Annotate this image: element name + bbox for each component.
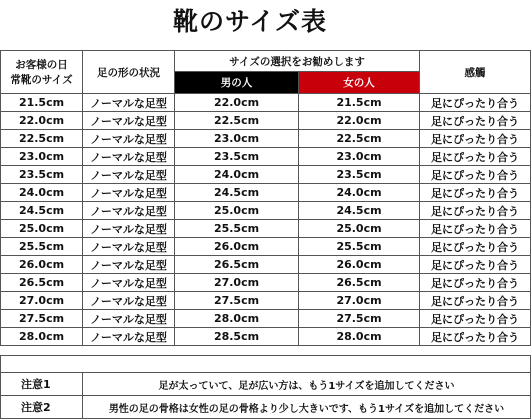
male-size-cell: 27.0cm bbox=[175, 274, 299, 292]
foot-shape-cell: ノーマルな足型 bbox=[83, 238, 175, 256]
usual-size-cell: 23.5cm bbox=[1, 166, 83, 184]
header-usual-size-line2: 常靴のサイズ bbox=[10, 74, 73, 86]
usual-size-cell: 26.5cm bbox=[1, 274, 83, 292]
female-size-cell: 23.0cm bbox=[299, 148, 420, 166]
male-size-cell: 27.5cm bbox=[175, 292, 299, 310]
table-row bbox=[1, 310, 531, 328]
female-size-cell: 25.0cm bbox=[299, 220, 420, 238]
feeling-cell: 足にぴったり合う bbox=[420, 148, 531, 166]
feeling-cell: 足にぴったり合う bbox=[420, 184, 531, 202]
table-row bbox=[1, 166, 531, 184]
female-size-cell: 28.0cm bbox=[299, 328, 420, 346]
usual-size-cell: 24.5cm bbox=[1, 202, 83, 220]
header-female: 女の人 bbox=[299, 72, 420, 94]
feeling-cell: 足にぴったり合う bbox=[420, 238, 531, 256]
male-size-cell: 26.0cm bbox=[175, 238, 299, 256]
female-size-cell: 24.5cm bbox=[299, 202, 420, 220]
male-size-cell: 24.0cm bbox=[175, 166, 299, 184]
male-size-cell: 26.5cm bbox=[175, 256, 299, 274]
size-table bbox=[0, 50, 531, 346]
header-male: 男の人 bbox=[175, 72, 299, 94]
foot-shape-cell: ノーマルな足型 bbox=[83, 130, 175, 148]
female-size-cell: 24.0cm bbox=[299, 184, 420, 202]
feeling-cell: 足にぴったり合う bbox=[420, 274, 531, 292]
table-row bbox=[1, 328, 531, 346]
table-row bbox=[1, 274, 531, 292]
female-size-cell: 26.5cm bbox=[299, 274, 420, 292]
male-size-cell: 25.0cm bbox=[175, 202, 299, 220]
foot-shape-cell: ノーマルな足型 bbox=[83, 274, 175, 292]
note-text: 足が太っていて、足が広い方は、もう1サイズを追加してください bbox=[83, 373, 531, 396]
usual-size-cell: 23.0cm bbox=[1, 148, 83, 166]
feeling-cell: 足にぴったり合う bbox=[420, 202, 531, 220]
usual-size-cell: 22.0cm bbox=[1, 112, 83, 130]
usual-size-cell: 22.5cm bbox=[1, 130, 83, 148]
foot-shape-cell: ノーマルな足型 bbox=[83, 328, 175, 346]
notes-spacer-cell bbox=[1, 356, 531, 373]
page-title: 靴のサイズ表 bbox=[172, 7, 327, 36]
foot-shape-cell: ノーマルな足型 bbox=[83, 292, 175, 310]
male-size-cell: 23.0cm bbox=[175, 130, 299, 148]
feeling-cell: 足にぴったり合う bbox=[420, 220, 531, 238]
usual-size-cell: 21.5cm bbox=[1, 94, 83, 112]
note-row bbox=[1, 396, 531, 419]
feeling-cell: 足にぴったり合う bbox=[420, 292, 531, 310]
table-row bbox=[1, 220, 531, 238]
header-feeling: 感觸 bbox=[420, 51, 531, 94]
foot-shape-cell: ノーマルな足型 bbox=[83, 166, 175, 184]
female-size-cell: 27.0cm bbox=[299, 292, 420, 310]
foot-shape-cell: ノーマルな足型 bbox=[83, 94, 175, 112]
female-size-cell: 21.5cm bbox=[299, 94, 420, 112]
male-size-cell: 23.5cm bbox=[175, 148, 299, 166]
male-size-cell: 22.0cm bbox=[175, 94, 299, 112]
header-usual-size-line1: お客様の日 bbox=[15, 59, 68, 71]
male-size-cell: 28.0cm bbox=[175, 310, 299, 328]
female-size-cell: 27.5cm bbox=[299, 310, 420, 328]
notes-table bbox=[0, 355, 531, 419]
header-recommend: サイズの選択をお勧めします bbox=[175, 51, 420, 72]
female-size-cell: 25.5cm bbox=[299, 238, 420, 256]
foot-shape-cell: ノーマルな足型 bbox=[83, 202, 175, 220]
table-row bbox=[1, 148, 531, 166]
table-row bbox=[1, 292, 531, 310]
usual-size-cell: 27.5cm bbox=[1, 310, 83, 328]
foot-shape-cell: ノーマルな足型 bbox=[83, 310, 175, 328]
usual-size-cell: 28.0cm bbox=[1, 328, 83, 346]
size-rows bbox=[1, 94, 531, 346]
usual-size-cell: 27.0cm bbox=[1, 292, 83, 310]
feeling-cell: 足にぴったり合う bbox=[420, 166, 531, 184]
table-row bbox=[1, 256, 531, 274]
table-row bbox=[1, 184, 531, 202]
header-foot-shape: 足の形の状況 bbox=[83, 51, 175, 94]
table-row bbox=[1, 130, 531, 148]
note-text: 男性の足の骨格は女性の足の骨格より少し大きいです、もう1サイズを追加してください bbox=[83, 396, 531, 419]
header-usual-size bbox=[1, 51, 83, 94]
usual-size-cell: 25.5cm bbox=[1, 238, 83, 256]
feeling-cell: 足にぴったり合う bbox=[420, 328, 531, 346]
foot-shape-cell: ノーマルな足型 bbox=[83, 184, 175, 202]
male-size-cell: 25.5cm bbox=[175, 220, 299, 238]
female-size-cell: 22.0cm bbox=[299, 112, 420, 130]
usual-size-cell: 26.0cm bbox=[1, 256, 83, 274]
note-label: 注意2 bbox=[1, 396, 83, 419]
note-label: 注意1 bbox=[1, 373, 83, 396]
male-size-cell: 24.5cm bbox=[175, 184, 299, 202]
feeling-cell: 足にぴったり合う bbox=[420, 94, 531, 112]
note-row bbox=[1, 373, 531, 396]
foot-shape-cell: ノーマルな足型 bbox=[83, 256, 175, 274]
table-row bbox=[1, 94, 531, 112]
table-row bbox=[1, 112, 531, 130]
male-size-cell: 28.5cm bbox=[175, 328, 299, 346]
table-row bbox=[1, 202, 531, 220]
feeling-cell: 足にぴったり合う bbox=[420, 256, 531, 274]
foot-shape-cell: ノーマルな足型 bbox=[83, 112, 175, 130]
female-size-cell: 22.5cm bbox=[299, 130, 420, 148]
feeling-cell: 足にぴったり合う bbox=[420, 310, 531, 328]
male-size-cell: 22.5cm bbox=[175, 112, 299, 130]
feeling-cell: 足にぴったり合う bbox=[420, 130, 531, 148]
female-size-cell: 26.0cm bbox=[299, 256, 420, 274]
female-size-cell: 23.5cm bbox=[299, 166, 420, 184]
foot-shape-cell: ノーマルな足型 bbox=[83, 148, 175, 166]
notes-spacer bbox=[1, 356, 531, 373]
feeling-cell: 足にぴったり合う bbox=[420, 112, 531, 130]
usual-size-cell: 25.0cm bbox=[1, 220, 83, 238]
table-row bbox=[1, 238, 531, 256]
foot-shape-cell: ノーマルな足型 bbox=[83, 220, 175, 238]
size-sheet bbox=[0, 50, 520, 415]
usual-size-cell: 24.0cm bbox=[1, 184, 83, 202]
